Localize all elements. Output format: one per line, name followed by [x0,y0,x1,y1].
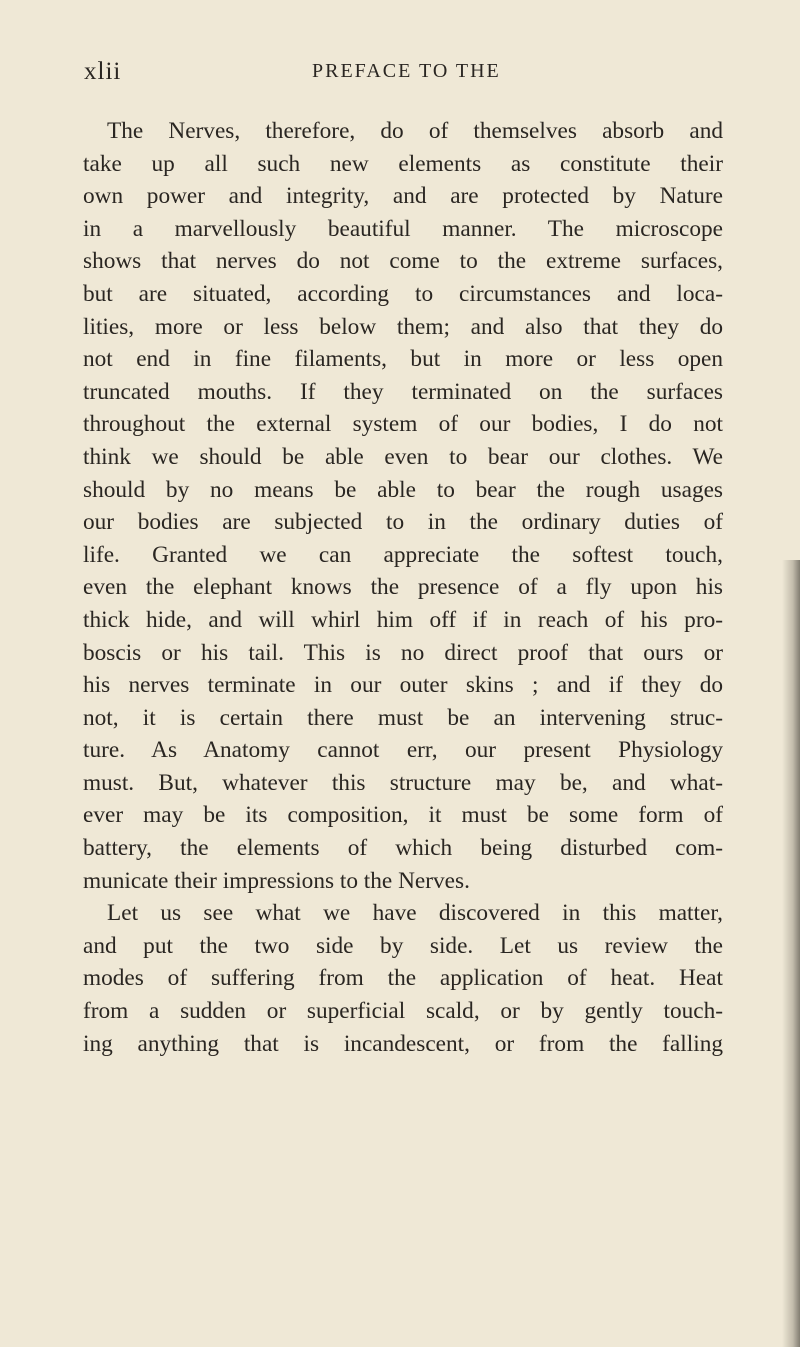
text-line: but are situated, according to circumstances and loca- [83,280,723,307]
text-line: even the elephant knows the presence of a fly upon his [83,574,723,601]
paragraph [83,897,723,1060]
text-line: ing anything that is incandescent, or from the falling [83,1030,723,1057]
body-text [83,115,723,1060]
text-line: shows that nerves do not come to the extreme surfaces, [83,248,723,275]
text-line: should by no means be able to bear the rough usages [83,476,723,503]
text-line: take up all such new elements as constitute their [83,150,723,177]
text-line: life. Granted we can appreciate the softest touch, [83,541,723,568]
text-line: Let us see what we have discovered in this matter, [107,900,723,927]
page-number: xlii [84,58,122,85]
text-line: our bodies are subjected to in the ordinary duties of [83,509,723,536]
text-line: modes of suffering from the application of heat. Heat [83,965,723,992]
text-line: own power and integrity, and are protected by Nature [83,183,723,210]
page-header [84,58,684,88]
paragraph [83,115,723,897]
text-line: in a marvellously beautiful manner. The microscope [83,215,723,242]
page-edge-shadow [782,560,800,1347]
text-line: not end in fine filaments, but in more or less open [83,346,723,373]
text-line: ture. As Anatomy cannot err, our present Physiology [83,737,723,764]
running-head: PREFACE TO THE [312,60,501,82]
text-line: municate their impressions to the Nerves. [83,867,470,894]
text-line: must. But, whatever this structure may be, and what- [83,769,723,796]
text-line: thick hide, and will whirl him off if in reach of his pro- [83,606,723,633]
text-line: The Nerves, therefore, do of themselves absorb and [107,118,723,144]
text-line: and put the two side by side. Let us review the [83,932,723,959]
text-line: his nerves terminate in our outer skins ; and if they do [83,672,723,699]
text-line: truncated mouths. If they terminated on the surfaces [83,378,723,405]
text-line: ever may be its composition, it must be some form of [83,802,723,829]
text-line: throughout the external system of our bodies, I do not [83,411,723,438]
text-line: lities, more or less below them; and also that they do [83,313,723,340]
text-line: not, it is certain there must be an intervening struc- [83,704,723,731]
text-line: from a sudden or superficial scald, or by gently touch- [83,998,723,1025]
text-line: boscis or his tail. This is no direct proof that ours or [83,639,723,666]
text-line: think we should be able even to bear our clothes. We [83,443,723,470]
text-line: battery, the elements of which being disturbed com- [83,835,723,862]
